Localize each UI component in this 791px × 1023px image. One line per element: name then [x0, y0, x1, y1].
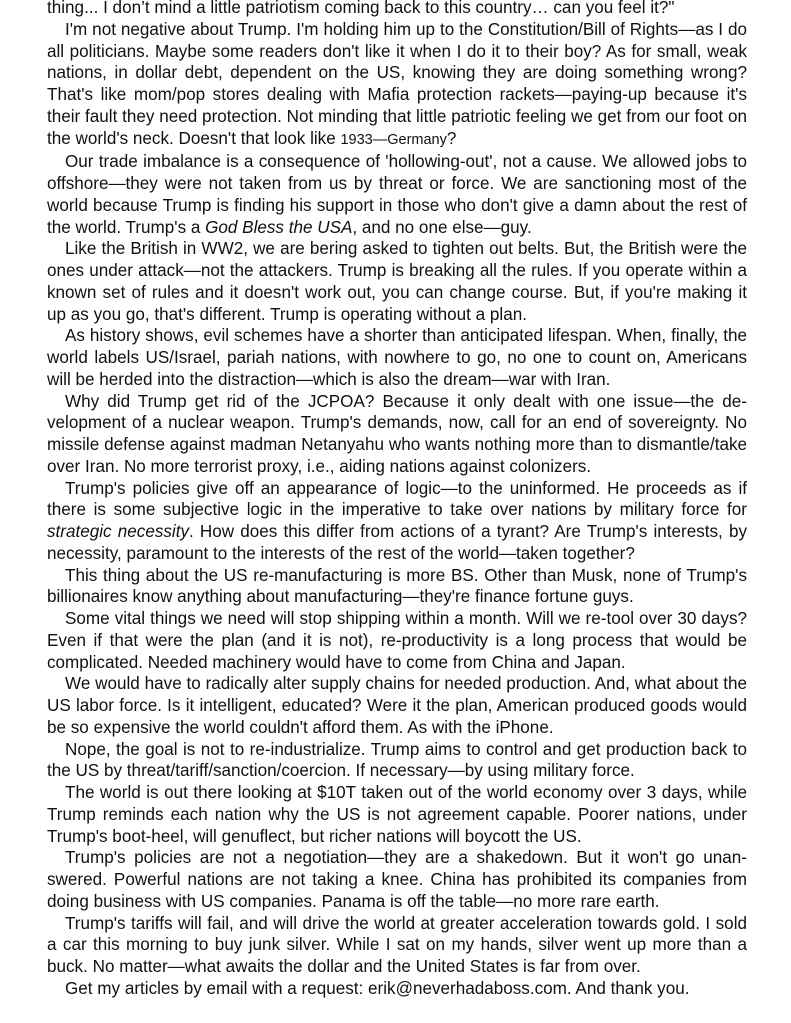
paragraph-re-manufacturing — [47, 565, 747, 609]
paragraph-italic-text: strategic necessity — [47, 522, 190, 541]
paragraph-british-ww2 — [47, 238, 747, 325]
paragraph-text: ? — [446, 128, 457, 148]
paragraph-supply-chains — [47, 673, 747, 738]
paragraph-text: , and no one else—guy. — [352, 217, 532, 237]
paragraph-history-shows — [47, 325, 747, 390]
paragraph-text: Trump's tariffs will fail, and will drive the world at greater acceleration towards gold. I sold a car this morning to buy junk silver. While I sat on my hands, silver went up more than a buck. No matter—what awaits the dollar and the United States is far from over. — [47, 913, 747, 976]
paragraph-email-request — [47, 978, 747, 1000]
paragraph-world-economy — [47, 782, 747, 847]
paragraph-text: The world is out there looking at $10T taken out of the world economy over 3 days, while Trump reminds each nation why the US is not agreement capable. Poorer nations, under Trump's boot-heel, will genuflect, but richer nations will boycott the US. — [47, 783, 747, 846]
paragraph-jcpoa — [47, 391, 747, 478]
paragraph-text: As history shows, evil schemes have a shorter than anticipated lifespan. When, finally, the world labels US/Israel, pariah nations, with nowhere to go, no one to count on, Americans will be herded into the distraction—which is also the dream—war with Iran. — [47, 326, 747, 389]
paragraph-vital-things — [47, 608, 747, 673]
paragraph-shakedown — [47, 847, 747, 912]
paragraph-text: . How does this differ from actions of a tyrant? Are Trump's interests, by necessity, paramount to the interests of the rest of the world—taken together? — [47, 522, 747, 563]
paragraph-text: Trump's policies give off an appearance of logic—to the uninformed. He proceeds as if there is some subjective logic in the imperative to take over nations by military force for — [47, 478, 747, 520]
paragraph-text: Our trade imbalance is a consequence of 'hollowing-out', not a cause. We allowed jobs to offshore—they were not taken from us by threat or force. We are sanctioning most of the world because Trump is finding his support in those who don't give a damn about the rest of the world. Trump's a — [47, 152, 747, 237]
paragraph-policies-logic — [47, 478, 747, 565]
paragraph-re-industrialize — [47, 739, 747, 783]
paragraph-text: Get my articles by email with a request: erik@neverhadaboss.com. And thank you. — [65, 978, 690, 998]
paragraph-text: Nope, the goal is not to re-industrialize. Trump aims to control and get production back to the US by threat/tariff/sanction/coercion. If necessary—by using military force. — [47, 739, 747, 781]
paragraph-text: Some vital things we need will stop shipping within a month. Will we re-tool over 30 days? Even if that were the plan (and it is not), re-productivity is a long process that would be complicated. Needed machinery would have to come from China and Japan. — [47, 609, 747, 672]
paragraph-text: I'm not negative about Trump. I'm holding him up to the Constitution/Bill of Rights—as I do all politicians. Maybe some readers don't like it when I do it to their boy? As for small, weak nations, in dollar debt, dependent on the US, knowing they are doing something wrong? That's like mom/pop stores dealing with Mafia protection rackets—paying-up because it's their fault they need protection. Not minding that little patriotic feeling we get from our foot on the world's neck. Doesn't that look like — [47, 19, 747, 148]
paragraph-continuation — [47, 0, 747, 19]
paragraph-trade-imbalance — [47, 151, 747, 238]
paragraph-trump-constitution — [47, 19, 747, 152]
paragraph-italic-text: God Bless the USA — [205, 217, 353, 237]
paragraph-text: Like the British in WW2, we are bering asked to tighten out belts. But, the British were the ones under attack—not the attackers. Trump is breaking all the rules. If you operate within a known set of rules and it doesn't work out, you can change course. But, if you're making it up as you go, that's different. Trump is operating without a plan. — [47, 239, 747, 324]
paragraph-small-text: 1933—Germany — [340, 131, 447, 148]
paragraph-text: We would have to radically alter supply chains for needed production. And, what about the US labor force. Is it intelligent, educated? Were it the plan, American produced goods would be so expensive the world couldn't afford them. As with the iPhone. — [47, 674, 747, 737]
paragraph-tariffs-gold — [47, 913, 747, 978]
paragraph-text: Why did Trump get rid of the JCPOA? Because it only dealt with one issue—the development of a nuclear weapon. Trump's demands, now, call for an end of sovereignty. No missile defense against madman Netanyahu who wants nothing more than to dismantle/take over Iran. No more terrorist proxy, i.e., aiding nations against colonizers. — [47, 391, 747, 476]
paragraph-text: thing... I don’t mind a little patriotism coming back to this country… can you feel it?" — [47, 0, 675, 17]
paragraph-text: Trump's policies are not a negotiation—they are a shakedown. But it won't go unanswered. Powerful nations are not taking a knee. China has prohibited its companies from doing business with US companies. Panama is off the table—no more rare earth. — [47, 848, 747, 911]
paragraph-text: This thing about the US re-manufacturing is more BS. Other than Musk, none of Trump's billionaires know anything about manufacturing—they're finance fortune guys. — [47, 565, 747, 607]
